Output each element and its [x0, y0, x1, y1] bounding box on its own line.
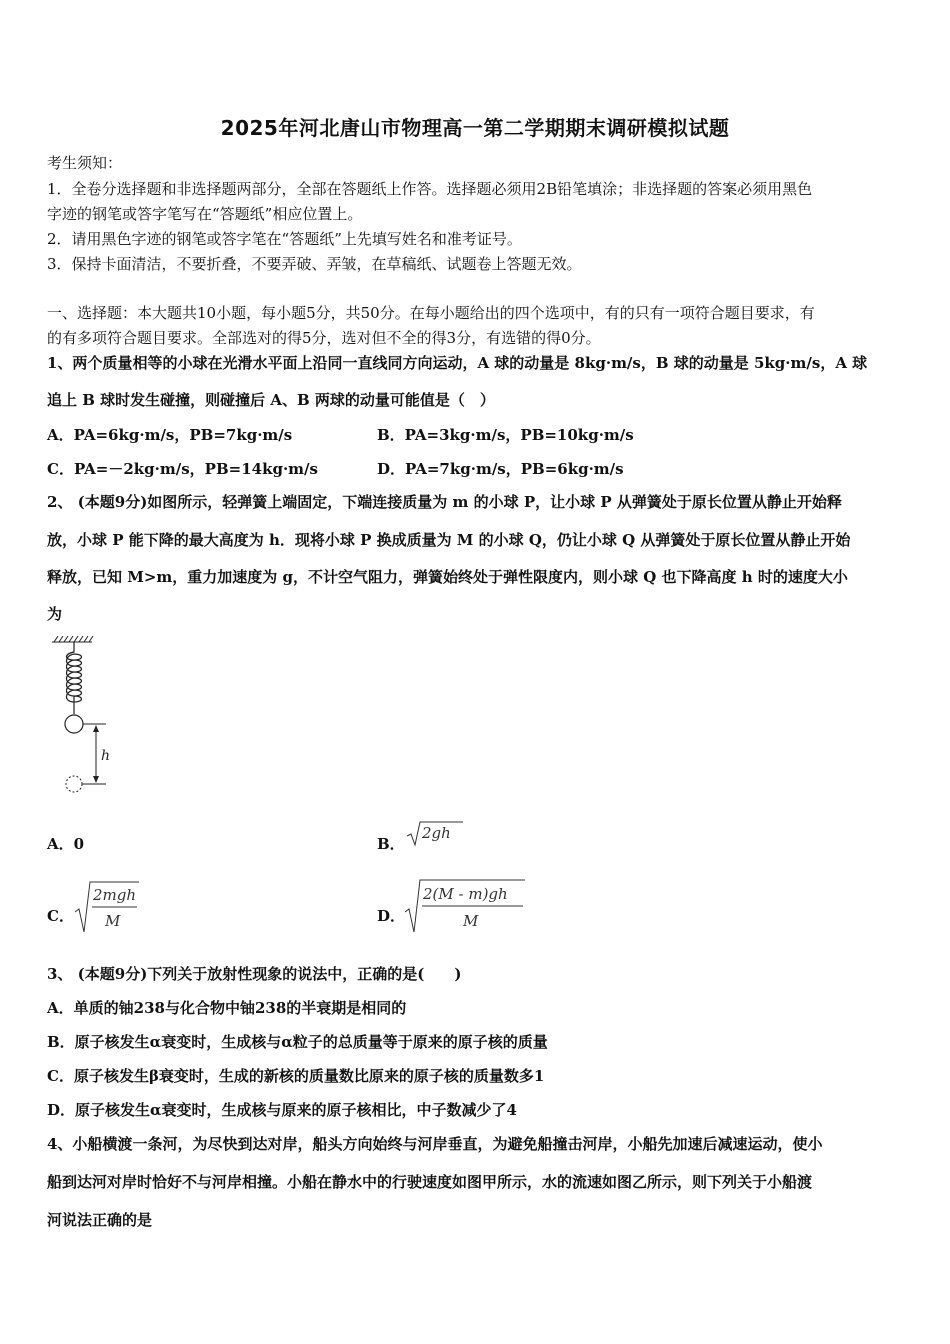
q2-stem-line: 2、 (本题9分)如图所示，轻弹簧上端固定，下端连接质量为 m 的小球 P，让小球 P 从弹簧处于原长位置从静止开始释	[47, 493, 842, 511]
q2-option-c-denominator: M	[105, 912, 121, 930]
q3-option-d: D．原子核发生α衰变时，生成核与原来的原子核相比，中子数减少了4	[47, 1101, 517, 1119]
q2-option-d-label: D．	[377, 907, 406, 925]
q1-option-a: A．PA=6kg·m/s，PB=7kg·m/s	[47, 426, 293, 444]
spring-figure	[48, 636, 128, 801]
q2-option-d-denominator: M	[463, 912, 479, 930]
q2-option-b-label: B．	[377, 835, 405, 853]
notice-line: 字迹的钢笔或答字笔写在“答题纸”相应位置上。	[47, 205, 363, 223]
q2-option-d-expr	[403, 876, 528, 936]
q2-option-a	[47, 833, 84, 854]
q1-stem-line: 1、两个质量相等的小球在光滑水平面上沿同一直线同方向运动，A 球的动量是 8kg·m/s，B 球的动量是 5kg·m/s，A 球	[47, 354, 868, 372]
q3-option-c: C．原子核发生β衰变时，生成的新核的质量数比原来的原子核的质量数多1	[47, 1067, 545, 1085]
height-label: h	[101, 748, 111, 764]
ball-p	[65, 715, 83, 733]
notice-line: 3．保持卡面清洁，不要折叠，不要弄破、弄皱，在草稿纸、试题卷上答题无效。	[47, 255, 582, 273]
q4-stem-line: 河说法正确的是	[47, 1211, 153, 1229]
q4-stem-line: 船到达河对岸时恰好不与河岸相撞。小船在静水中的行驶速度如图甲所示，水的流速如图乙所示，则下列关于小船渡	[47, 1173, 813, 1191]
q1-option-b: B．PA=3kg·m/s，PB=10kg·m/s	[377, 426, 634, 444]
q2-option-b-expr	[405, 818, 465, 848]
q2-stem-line: 放，小球 P 能下降的最大高度为 h．现将小球 P 换成质量为 M 的小球 Q，仍让小球 Q 从弹簧处于原长位置从静止开始	[47, 531, 851, 549]
q3-option-a: A．单质的铀238与化合物中铀238的半衰期是相同的	[47, 999, 407, 1017]
q1-option-c: C．PA=－2kg·m/s，PB=14kg·m/s	[47, 460, 318, 478]
q2-stem-line: 为	[47, 605, 63, 623]
q2-option-d-numerator: 2(M - m)gh	[423, 885, 508, 903]
q2-option-b-radicand: 2gh	[422, 824, 451, 842]
section-heading-line: 的有多项符合题目要求。全部选对的得5分，选对但不全的得3分，有选错的得0分。	[47, 329, 601, 347]
notice-heading: 考生须知：	[47, 154, 123, 172]
q2-stem-line: 释放，已知 M>m，重力加速度为 g，不计空气阻力，弹簧始终处于弹性限度内，则小球 Q 也下降高度 h 时的速度大小	[47, 568, 848, 586]
notice-line: 2．请用黑色字迹的钢笔或答字笔在“答题纸”上先填写姓名和准考证号。	[47, 230, 522, 248]
section-heading-line: 一、选择题：本大题共10小题，每小题5分，共50分。在每小题给出的四个选项中，有的只有一项符合题目要求，有	[47, 304, 815, 322]
q4-stem-line: 4、小船横渡一条河，为尽快到达对岸，船头方向始终与河岸垂直，为避免船撞击河岸，小船先加速后减速运动，使小	[47, 1135, 823, 1153]
notice-line: 1．全卷分选择题和非选择题两部分，全部在答题纸上作答。选择题必须用2B铅笔填涂；非选择题的答案必须用黑色	[47, 180, 813, 198]
q1-stem-line: 追上 B 球时发生碰撞，则碰撞后 A、B 两球的动量可能值是（ ）	[47, 391, 495, 409]
height-arrow	[93, 725, 99, 783]
ceiling-hatch	[52, 636, 93, 642]
q2-option-c-expr	[73, 878, 143, 936]
page-title: 2025年河北唐山市物理高一第二学期期末调研模拟试题	[220, 116, 730, 140]
q1-option-d: D．PA=7kg·m/s，PB=6kg·m/s	[377, 460, 624, 478]
q2-option-c-numerator: 2mgh	[93, 886, 137, 904]
q3-option-b: B．原子核发生α衰变时，生成核与α粒子的总质量等于原来的原子核的质量	[47, 1033, 548, 1051]
ball-lowest-position	[66, 776, 82, 792]
q2-option-c-label: C．	[47, 907, 74, 925]
spring-coil	[67, 642, 82, 714]
q2-option-a-value: 0	[73, 835, 85, 853]
q3-stem: 3、 (本题9分)下列关于放射性现象的说法中，正确的是( )	[47, 965, 462, 983]
q2-option-a-label: A．	[47, 835, 74, 853]
